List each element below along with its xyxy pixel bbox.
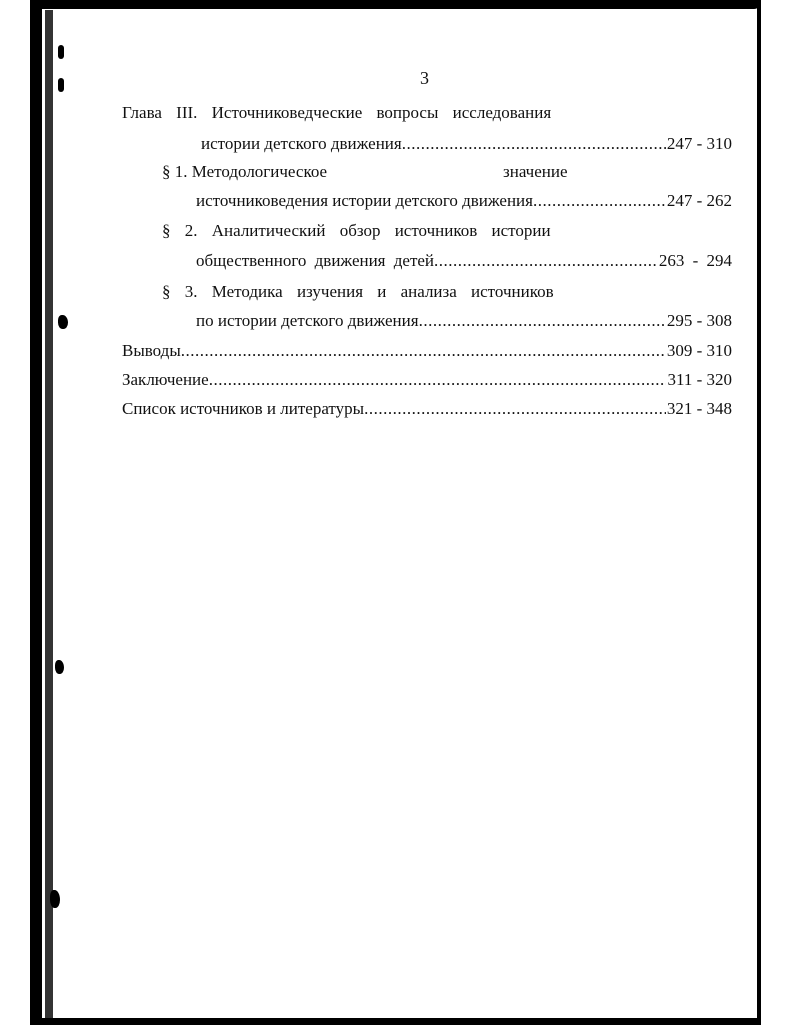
toc-pages: 295 - 308 [666, 311, 732, 330]
toc-pages: 311 - 320 [667, 370, 732, 389]
scan-edge-bottom [34, 1018, 761, 1025]
dot-leader [434, 251, 658, 271]
toc-label: Список источников и литературы [122, 399, 365, 418]
scan-edge-right [757, 0, 761, 1025]
scan-blot [50, 890, 60, 908]
scan-edge-left-inner [45, 10, 53, 1020]
scan-edge-top [30, 0, 760, 9]
dot-leader [181, 341, 666, 361]
toc-pages: 263 - 294 [658, 251, 732, 270]
toc-label: общественного движения детей [196, 251, 435, 270]
dot-leader [533, 191, 666, 211]
section2-title-line1: § 2. Аналитический обзор источников истории [162, 221, 551, 240]
scan-blot [58, 315, 68, 329]
toc-row-section1[interactable] [196, 191, 732, 211]
toc-label: истории детского движения [201, 134, 402, 153]
dot-leader [209, 370, 667, 390]
binding-hole-mark [58, 78, 64, 92]
toc-row-closing[interactable] [122, 370, 732, 390]
scan-edge-left-gap [42, 180, 45, 1000]
section1-title-left: § 1. Методологическое [162, 162, 328, 181]
scan-edge-left [30, 0, 42, 1025]
binding-hole-mark [58, 45, 64, 59]
toc-row-conclusions[interactable] [122, 341, 732, 361]
dot-leader [419, 311, 666, 331]
toc-label: Выводы [122, 341, 181, 360]
page-number: 3 [420, 68, 429, 88]
chapter-title-line1: Глава III. Источниковедческие вопросы исследования [122, 103, 552, 122]
toc-pages: 321 - 348 [666, 399, 732, 418]
toc-pages: 247 - 310 [666, 134, 732, 153]
dot-leader [364, 399, 666, 419]
toc-row-section3[interactable] [196, 311, 732, 331]
toc-label: Заключение [122, 370, 209, 389]
toc-label: источниковедения истории детского движения [196, 191, 533, 210]
toc-pages: 309 - 310 [666, 341, 732, 360]
toc-label: по истории детского движения [196, 311, 419, 330]
scan-blot [55, 660, 64, 674]
toc-row-references[interactable] [122, 399, 732, 419]
section1-title-right: значение [503, 162, 568, 181]
toc-row-chapter3[interactable] [201, 134, 732, 154]
toc-pages: 247 - 262 [666, 191, 732, 210]
section3-title-line1: § 3. Методика изучения и анализа источников [162, 282, 554, 301]
dot-leader [402, 134, 666, 154]
toc-row-section2[interactable] [196, 251, 732, 271]
